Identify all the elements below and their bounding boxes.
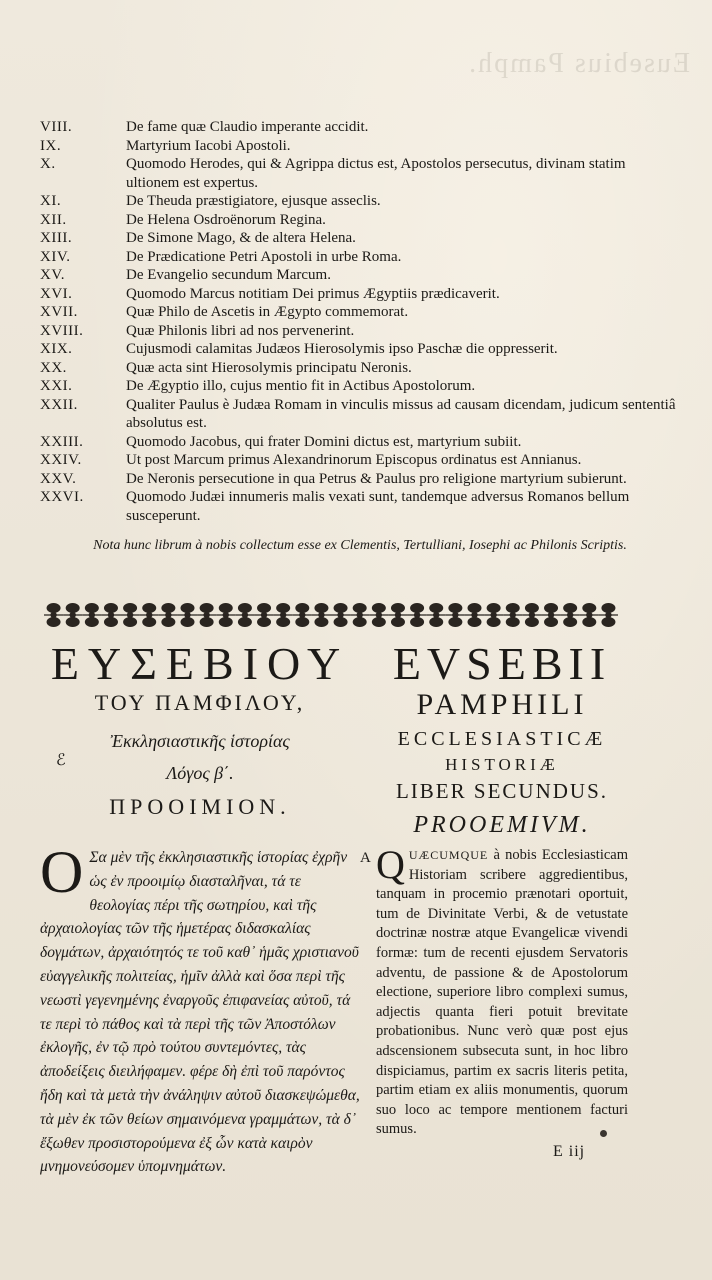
chapter-row: [40, 229, 680, 248]
latin-proem: PROOEMIVM.: [413, 812, 591, 838]
chapter-number: XVI.: [40, 285, 73, 302]
chapter-number: X.: [40, 156, 56, 172]
chapter-number: XVII.: [40, 304, 78, 320]
chapter-row: [40, 118, 680, 137]
chapter-title: De Prædicatione Petri Apostoli in urbe Roma.: [126, 248, 402, 265]
chapter-row: [40, 211, 680, 230]
chapter-row: [40, 451, 680, 470]
chapter-title: De Theuda præstigiatore, ejusque asseclis.: [126, 193, 381, 209]
ornament-motif: [159, 603, 178, 627]
latin-subtitle: PAMPHILI: [416, 688, 588, 721]
latin-historiae: HISTORIÆ: [445, 755, 559, 774]
chapter-number: XIV.: [40, 248, 71, 265]
chapter-number: XX.: [40, 359, 67, 376]
chapter-title: Cujusmodi calamitas Judæos Hierosolymis ipso Paschæ die oppresserit.: [126, 341, 558, 357]
chapter-number: XIX.: [40, 341, 73, 357]
chapter-row: [40, 396, 680, 433]
latin-paragraph: à nobis Ecclesiasticam Historiam scribere aggredientibus, tanquam in procemio prænotari oportuit, tum de Divinitate Verbi, & de vetustate doctrinæ nostræ atque Evangelicæ vivendi formæ: tum de recenti ejusdem Servatoris adventu, de passione & de Apostolorum electione, superiore libro complexi sumus, adjectis quanta fieri potuit brevitate probationibus. Nunc verò quæ post ejus adscensionem subsecuta sunt, in hoc libro dispiciamus, partim ex sacris literis petita, partim etiam ex aliis monumentis, quorum suo loco ac tempore mentionem facturi sumus.: [376, 847, 628, 1138]
chapter-list: [40, 118, 680, 525]
latin-title: EVSEBII: [392, 638, 612, 689]
chapter-title: Quomodo Marcus notitiam Dei primus Ægyptiis prædicaverit.: [126, 285, 500, 302]
ornament-motif: [503, 603, 522, 627]
greek-history-line: Ἐκκλησιαστικῆς ἱστορίας: [110, 731, 290, 751]
greek-paragraph: Σα μὲν τῆς ἐκκλησιαστικῆς ἱστορίας ἐχρῆν ὡς ἐν προοιμίῳ διασταλῆναι, τά τε θεολογίας πέρι τῆς σωτηρίου, καὶ τῆς ἀρχαιολογίας τῶν τῆς ἡμετέρας διδασκαλίας δογμάτων, ἀρχαιότητός τε τοῦ καθ᾽ ἡμᾶς χριστιανοῦ εὐαγγελικῆς πολιτείας, ἡμῖν ἀλλὰ καὶ ὅσα περὶ τῆς νεωστὶ γεγενημένης ἐναργοῦς ἐπιφανείας αὐτοῦ, τά τε περὶ τὸ πάθος καὶ τὰ περὶ τῆς τῶν Ἀποστόλων ἐκλογῆς, ἐν τῷ πρὸ τούτου συντεμόντες, τὰς ἀποδείξεις διειλήφαμεν. φέρε δὴ ἐπὶ τοῦ παρόντος ἤδη καὶ τὰ μετὰ τὴν ἀνάληψιν αὐτοῦ διασκεψώμεθα, τὰ μὲν ἐκ τῶν θείων σημαινόμενα γραμμάτων, τὰ δ᾽ ἔξωθεν προσιστορούμενα ἐξ ὧν κατὰ καιρὸν μνημονεύσομεν ὑπομνημάτων.: [40, 849, 360, 1176]
greek-heading: [40, 636, 360, 820]
chapter-number: XXIII.: [40, 433, 84, 450]
margin-letter-a: A: [360, 850, 371, 866]
greek-book-line: Λόγος β΄.: [166, 763, 234, 783]
chapter-title: De Helena Osdroënorum Regina.: [126, 211, 326, 228]
chapter-number: VIII.: [40, 119, 73, 135]
chapter-title: De Neronis persecutione in qua Petrus & Paulus pro religione martyrium subierunt.: [126, 470, 627, 487]
chapter-number: XII.: [40, 211, 67, 228]
chapter-row: [40, 377, 680, 396]
chapter-title: Quomodo Judæi innumeris malis vexati sunt, tandemque adversus Romanos bellum susceperunt.: [126, 489, 630, 524]
chapter-row: [40, 359, 680, 378]
chapter-row: [40, 285, 680, 304]
ornament-motif: [101, 603, 120, 627]
ornament-motif: [388, 603, 407, 627]
greek-title: ΕΥΣΕΒΙΟΥ: [50, 638, 350, 689]
ornament-motif: [465, 603, 484, 627]
ornament-motif: [216, 603, 235, 627]
ornament-motif: [408, 603, 427, 627]
ornament-motif: [599, 603, 618, 627]
chapter-row: [40, 303, 680, 322]
chapter-row: [40, 340, 680, 359]
ornament-motif: [427, 603, 446, 627]
chapter-row: [40, 266, 680, 285]
chapter-title: Quæ Philo de Ascetis in Ægypto commemorat.: [126, 304, 409, 320]
ornament-motif: [312, 603, 331, 627]
chapter-title: Quæ acta sint Hierosolymis principatu Neronis.: [126, 359, 412, 376]
margin-mark-symbol: ℰ: [56, 752, 66, 769]
latin-heading: [372, 636, 632, 839]
latin-body-text: [376, 842, 628, 1140]
ornament-motif: [331, 603, 350, 627]
chapter-number: XXI.: [40, 378, 73, 394]
ornament-motif: [522, 603, 541, 627]
ornament-motif: [561, 603, 580, 627]
chapter-title: Ut post Marcum primus Alexandrinorum Episcopus ordinatus est Annianus.: [126, 452, 582, 468]
ornament-motif: [82, 603, 101, 627]
ornament-motif: [63, 603, 82, 627]
chapter-row: [40, 322, 680, 341]
ornament-motif: [484, 603, 503, 627]
ornament-motif: [254, 603, 273, 627]
chapter-row: [40, 433, 680, 452]
chapter-title: De Evangelio secundum Marcum.: [126, 267, 331, 283]
greek-subtitle: ΤΟΥ ΠΑΜΦΙΛΟΥ,: [94, 690, 306, 715]
ornament-motif: [44, 603, 63, 627]
chapter-row: [40, 248, 680, 267]
ornament-motif: [235, 603, 254, 627]
chapter-number: XIII.: [40, 230, 73, 246]
greek-drop-cap: Ο: [40, 839, 84, 905]
chapter-title: Martyrium Iacobi Apostoli.: [126, 137, 291, 154]
ornament-motif: [446, 603, 465, 627]
chapter-number: XI.: [40, 193, 62, 209]
ornament-motif: [293, 603, 312, 627]
ornament-motif: [369, 603, 388, 627]
chapter-number: XXIV.: [40, 452, 82, 468]
greek-proem: ΠΡΟΟΙΜΙΟΝ.: [109, 794, 291, 819]
ornament-motif: [121, 603, 140, 627]
chapter-title: Quæ Philonis libri ad nos pervenerint.: [126, 322, 355, 339]
latin-smallcaps: UÆCUMQUE: [408, 848, 489, 862]
nota-note: Nota hunc librum à nobis collectum esse ex Clementis, Tertulliani, Iosephi ac Philonis Scriptis.: [93, 538, 627, 553]
chapter-title: Qualiter Paulus è Judæa Romam in vinculis missus ad causam dicendam, judicum sententiâ absolutus est.: [126, 396, 676, 431]
ornament-motif: [541, 603, 560, 627]
ornament-motif: [178, 603, 197, 627]
bullet-dot: [600, 1130, 607, 1137]
chapter-title: De fame quæ Claudio imperante accidit.: [126, 119, 369, 135]
chapter-number: XVIII.: [40, 322, 84, 339]
ornament-motif: [580, 603, 599, 627]
chapter-number: XXII.: [40, 396, 78, 413]
chapter-row: [40, 192, 680, 211]
chapter-row: [40, 155, 680, 192]
greek-body-text: [40, 839, 362, 1179]
bleed-through-text: Eusebius Pamph.: [467, 48, 690, 79]
chapter-row: [40, 470, 680, 489]
ornament-motif: [197, 603, 216, 627]
latin-liber-secundus: LIBER SECUNDUS.: [395, 779, 609, 803]
chapter-title: De Simone Mago, & de altera Helena.: [126, 230, 356, 246]
chapter-number: XXVI.: [40, 489, 84, 505]
chapter-number: XXV.: [40, 470, 77, 487]
chapter-title: Quomodo Herodes, qui & Agrippa dictus est, Apostolos persecutus, divinam statim ultionem est expertus.: [126, 156, 626, 191]
latin-ecclesiasticae: ECCLESIASTICÆ: [397, 728, 607, 750]
chapter-number: XV.: [40, 267, 65, 283]
chapter-row: [40, 488, 680, 525]
chapter-row: [40, 137, 680, 156]
ornamental-band: [44, 598, 618, 632]
signature-mark: E iij: [553, 1143, 586, 1160]
chapter-title: De Ægyptio illo, cujus mentio fit in Actibus Apostolorum.: [126, 378, 476, 394]
ornament-motif: [274, 603, 293, 627]
ornament-motif: [140, 603, 159, 627]
chapter-number: IX.: [40, 137, 62, 154]
ornament-motif: [350, 603, 369, 627]
chapter-title: Quomodo Jacobus, qui frater Domini dictus est, martyrium subiit.: [126, 433, 522, 450]
latin-drop-cap: Q: [376, 842, 405, 887]
